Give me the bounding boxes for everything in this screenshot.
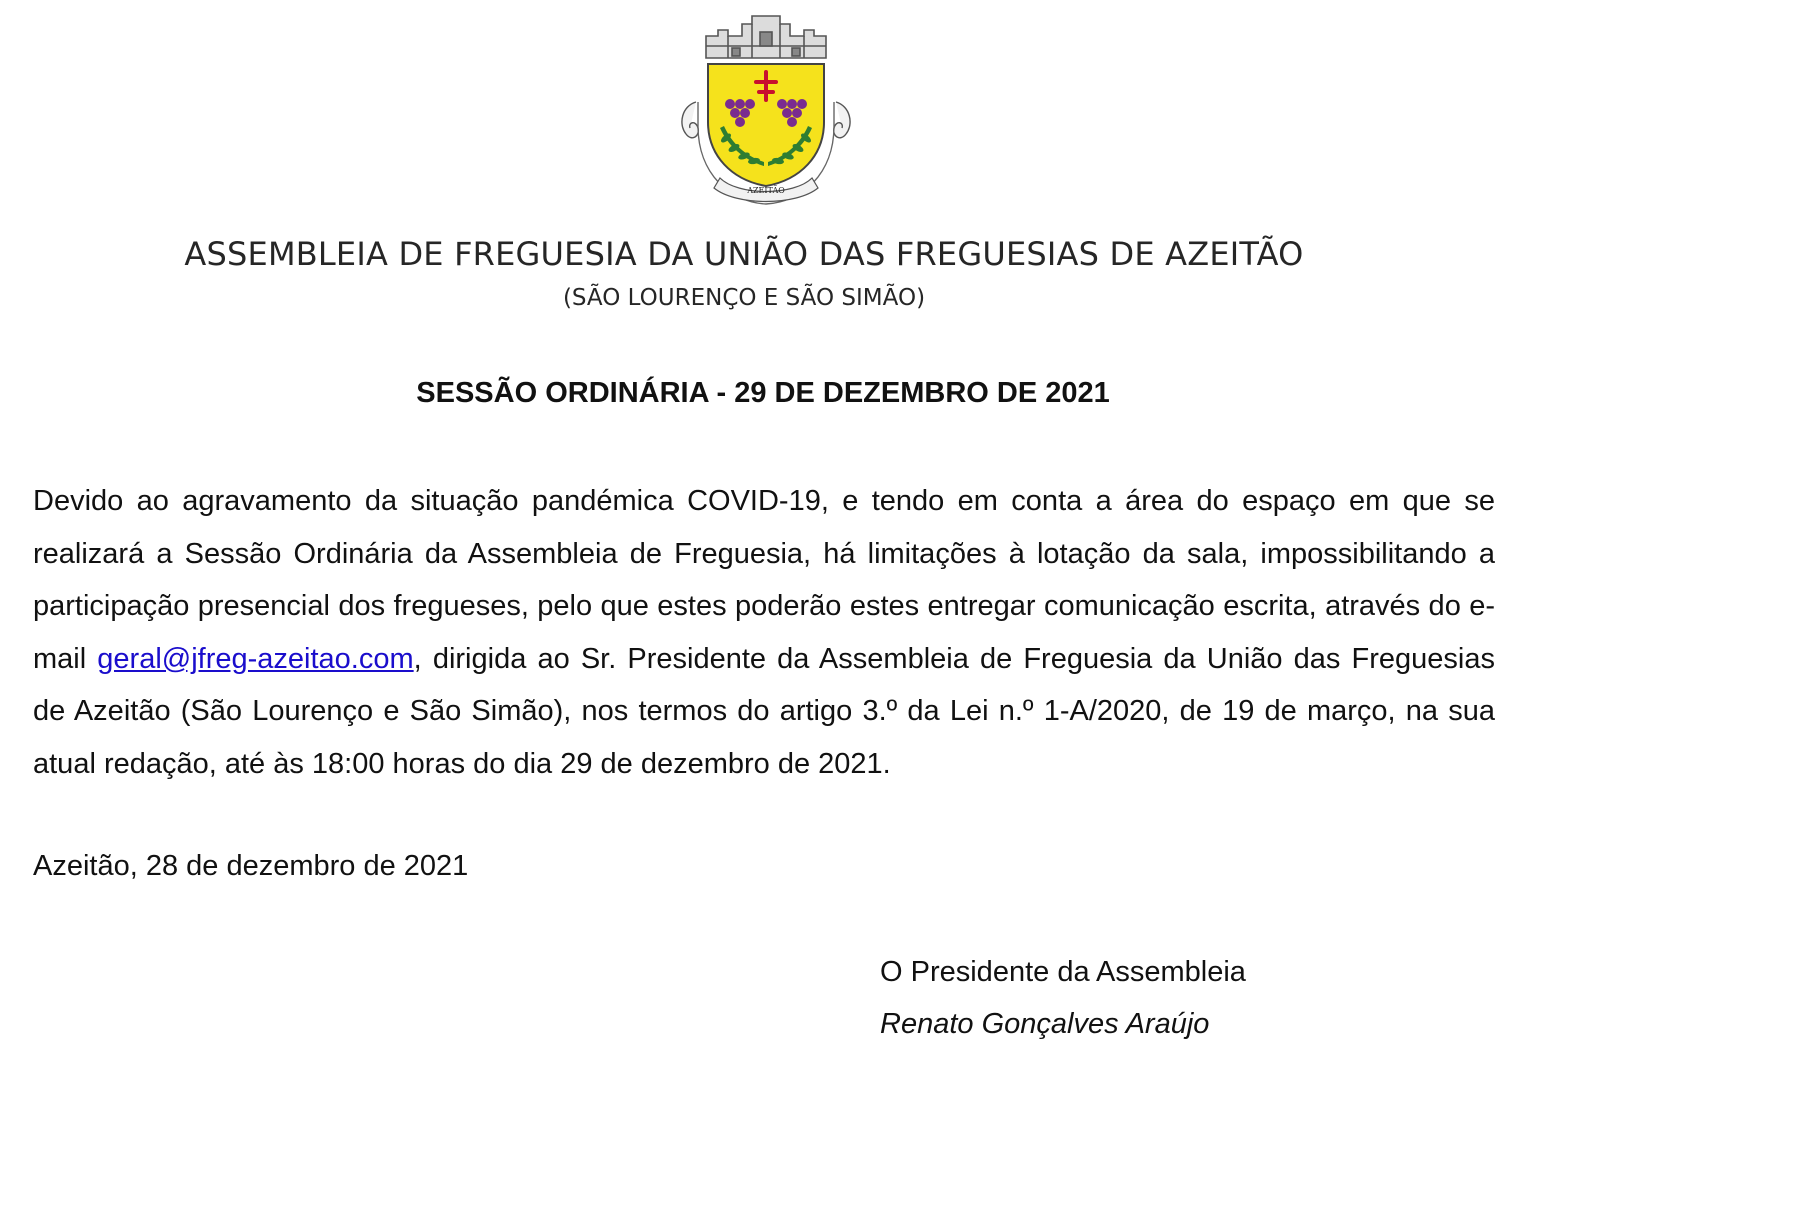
crown-icon	[706, 16, 826, 58]
page-title: ASSEMBLEIA DE FREGUESIA DA UNIÃO DAS FREGUESIAS DE AZEITÃO	[184, 235, 1304, 273]
signature-name: Renato Gonçalves Araújo	[880, 1008, 1210, 1040]
session-title: SESSÃO ORDINÁRIA - 29 DE DEZEMBRO DE 2021	[416, 377, 1110, 409]
notice-paragraph	[33, 475, 1495, 791]
place-date: Azeitão, 28 de dezembro de 2021	[33, 850, 469, 882]
notice-text-before-email: Devido ao agravamento da situação pandémica COVID-19, e tendo em conta a área do espaço em que se realizará a Sessão Ordinária da Assembleia de Freguesia, há limitações à lotação da sala, impossibilitando a participação presencial dos fregueses, pelo que estes poderão estes entregar comunicação escrita, através do e-mail	[33, 485, 1495, 675]
page-subtitle: (SÃO LOURENÇO E SÃO SIMÃO)	[562, 285, 926, 311]
azeitao-coat-of-arms-icon	[668, 6, 864, 210]
notice-text-after-email: , dirigida ao Sr. Presidente da Assembleia de Freguesia da União das Freguesias de Azeitão (São Lourenço e São Simão), nos termos do artigo 3.º da Lei n.º 1-A/2020, de 19 de março, na sua atual redação, até às 18:00 horas do dia 29 de dezembro de 2021.	[33, 642, 1496, 780]
crest-ribbon-text: AZEITÃO	[747, 186, 785, 195]
email-link[interactable]: geral@jfreg-azeitao.com	[97, 642, 414, 675]
signature-role: O Presidente da Assembleia	[880, 956, 1246, 988]
